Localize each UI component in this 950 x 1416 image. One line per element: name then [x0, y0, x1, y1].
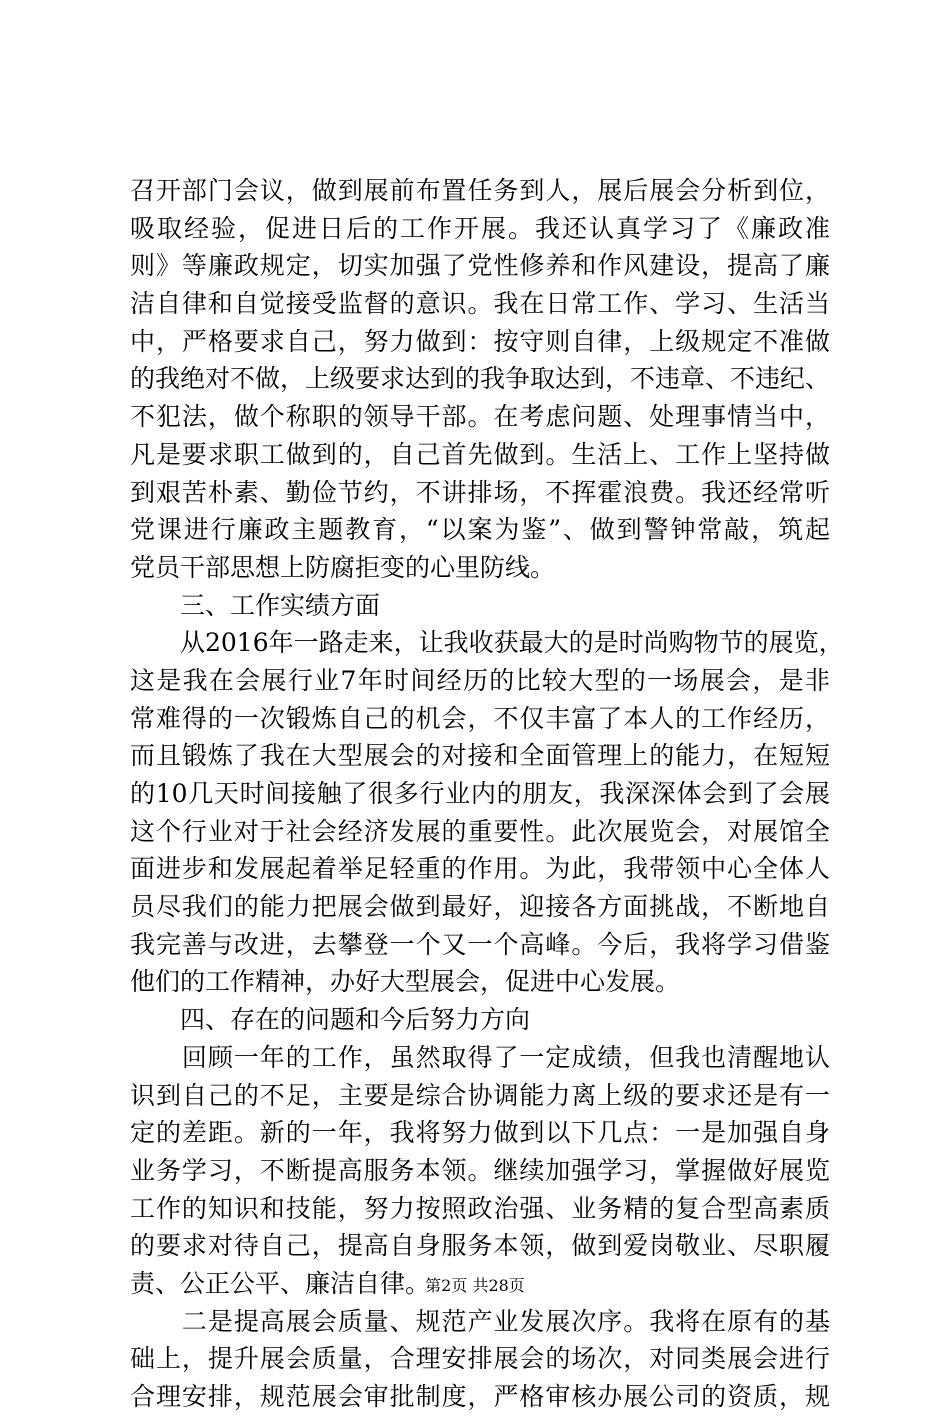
text-line: 二是提高展会质量、规范产业发展次序。我将在原有的基 — [130, 1306, 830, 1336]
text-line: 面进步和发展起着举足轻重的作用。为此，我带领中心全体人 — [130, 854, 830, 884]
text-line: 党课进行廉政主题教育，“以案为鉴”、做到警钟常敲，筑起 — [130, 515, 830, 545]
text-line: 常难得的一次锻炼自己的机会，不仅丰富了本人的工作经历， — [130, 703, 830, 733]
text-line: 合理安排，规范展会审批制度，严格审核办展公司的资质，规 — [130, 1382, 830, 1411]
text-line: 工作的知识和技能，努力按照政治强、业务精的复合型高素质 — [130, 1193, 830, 1223]
text-line: 党员干部思想上防腐拒变的心里防线。 — [130, 552, 556, 582]
text-line: 而且锻炼了我在大型展会的对接和全面管理上的能力，在短短 — [130, 741, 830, 771]
text-line: 这个行业对于社会经济发展的重要性。此次展览会，对展馆全 — [130, 816, 830, 846]
text-line: 回顾一年的工作，虽然取得了一定成绩，但我也清醒地认 — [130, 1042, 830, 1072]
text-line: 则》等廉政规定，切实加强了党性修养和作风建设，提高了廉 — [130, 251, 830, 281]
text-line: 识到自己的不足，主要是综合协调能力离上级的要求还是有一 — [130, 1080, 830, 1110]
text-line: 业务学习，不断提高服务本领。继续加强学习，掌握做好展览 — [130, 1155, 830, 1185]
text-line: 不犯法，做个称职的领导干部。在考虑问题、处理事情当中， — [130, 402, 830, 432]
page-footer: 第2页 共28页 — [425, 1276, 525, 1295]
text-line: 员尽我们的能力把展会做到最好，迎接各方面挑战，不断地自 — [130, 892, 830, 922]
text-line: 我完善与改进，去攀登一个又一个高峰。今后，我将学习借鉴 — [130, 929, 830, 959]
text-line: 吸取经验，促进日后的工作开展。我还认真学习了《廉政准 — [130, 213, 830, 243]
text-line: 的10几天时间接触了很多行业内的朋友，我深深体会到了会展 — [130, 779, 830, 808]
text-line: 从2016年一路走来，让我收获最大的是时尚购物节的展览， — [130, 628, 844, 658]
text-line: 到艰苦朴素、勤俭节约，不讲排场，不挥霍浪费。我还经常听 — [130, 477, 830, 507]
text-line: 的要求对待自己，提高自身服务本领，做到爱岗敬业、尽职履 — [130, 1231, 830, 1261]
text-line: 召开部门会议，做到展前布置任务到人，展后展会分析到位， — [130, 176, 830, 205]
text-line: 他们的工作精神，办好大型展会，促进中心发展。 — [130, 967, 681, 997]
text-line: 定的差距。新的一年，我将努力做到以下几点：一是加强自身 — [130, 1118, 830, 1148]
text-line: 中，严格要求自己，努力做到：按守则自律，上级规定不准做 — [130, 326, 830, 356]
text-line: 的我绝对不做，上级要求达到的我争取达到，不违章、不违纪、 — [130, 364, 831, 394]
text-line: 凡是要求职工做到的，自己首先做到。生活上、工作上坚持做 — [130, 439, 830, 469]
text-line: 这是我在会展行业7年时间经历的比较大型的一场展会，是非 — [130, 665, 830, 695]
text-line: 洁自律和自觉接受监督的意识。我在日常工作、学习、生活当 — [130, 289, 830, 319]
body-text — [130, 172, 844, 1416]
text-line: 四、存在的问题和今后努力方向 — [130, 1005, 531, 1035]
text-line: 责、公正公平、廉洁自律。 — [130, 1268, 431, 1298]
text-line: 三、工作实绩方面 — [130, 590, 381, 620]
text-line: 础上，提升展会质量，合理安排展会的场次，对同类展会进行 — [130, 1344, 830, 1374]
